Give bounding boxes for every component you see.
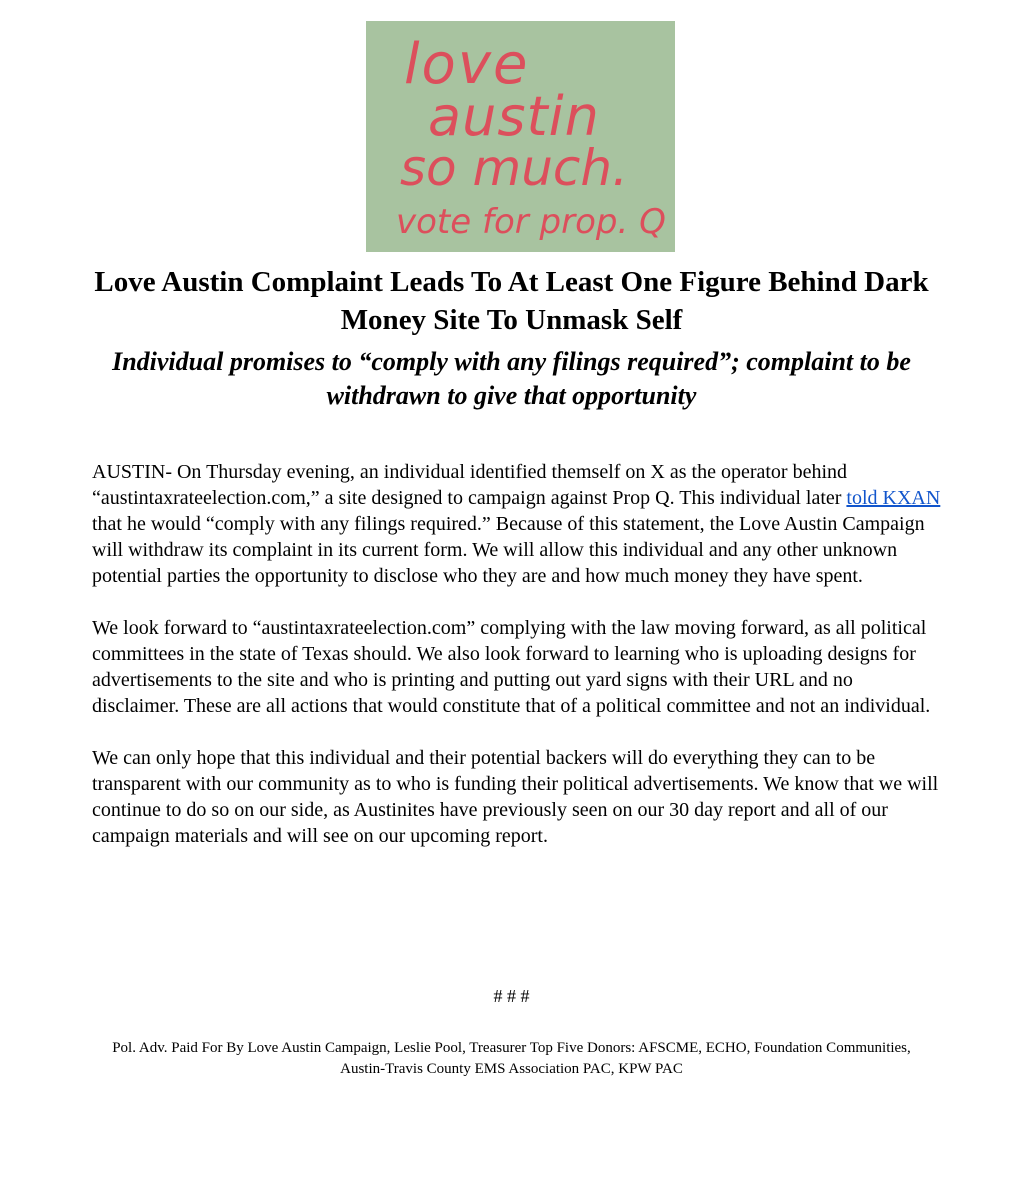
- logo-line-vote: vote for prop. Q: [396, 202, 666, 242]
- campaign-logo: [366, 21, 675, 252]
- logo-artwork: [366, 21, 675, 252]
- logo-line-love: love: [404, 32, 530, 97]
- paragraph-1: [92, 459, 942, 589]
- end-mark: # # #: [493, 986, 530, 1006]
- subheadline: Individual promises to “comply with any filings required”; complaint to be withdrawn to give that opportunity: [112, 347, 911, 410]
- paragraph-1-start: AUSTIN- On Thursday evening, an individual identified themself on X as the operator behind “austintaxrateelection.com,” a site designed to campaign against Prop Q. This individual later: [92, 461, 848, 509]
- paragraph-1-end: that he would “comply with any filings required.” Because of this statement, the Love Austin Campaign will withdraw its complaint in its current form. We will allow this individual and any other unknown potential parties the opportunity to disclose who they are and how much money they have spent.: [92, 513, 925, 587]
- paragraph-2: We look forward to “austintaxrateelection.com” complying with the law moving forward, as all political committees in the state of Texas should. We also look forward to learning who is uploading designs for advertisements to the site and who is printing and putting out yard signs with their URL and no disclaimer. These are all actions that would constitute that of a political committee and not an individual.: [92, 617, 931, 717]
- press-release-body: [92, 459, 942, 875]
- headline: Love Austin Complaint Leads To At Least One Figure Behind Dark Money Site To Unmask Self: [94, 266, 929, 336]
- political-ad-disclaimer: Pol. Adv. Paid For By Love Austin Campaign, Leslie Pool, Treasurer Top Five Donors: AFSCME, ECHO, Foundation Communities, Austin-Travis County EMS Association PAC, KPW PAC: [112, 1040, 911, 1077]
- paragraph-3: We can only hope that this individual and their potential backers will do everything they can to be transparent with our community as to who is funding their political advertisements. We know that we will continue to do so on our side, as Austinites have previously seen on our 30 day report and all of our campaign materials and will see on our upcoming report.: [92, 747, 939, 847]
- told-kxan-link[interactable]: told KXAN: [846, 487, 941, 509]
- logo-line-austin: austin: [428, 85, 600, 148]
- logo-line-so-much: so much.: [400, 139, 629, 197]
